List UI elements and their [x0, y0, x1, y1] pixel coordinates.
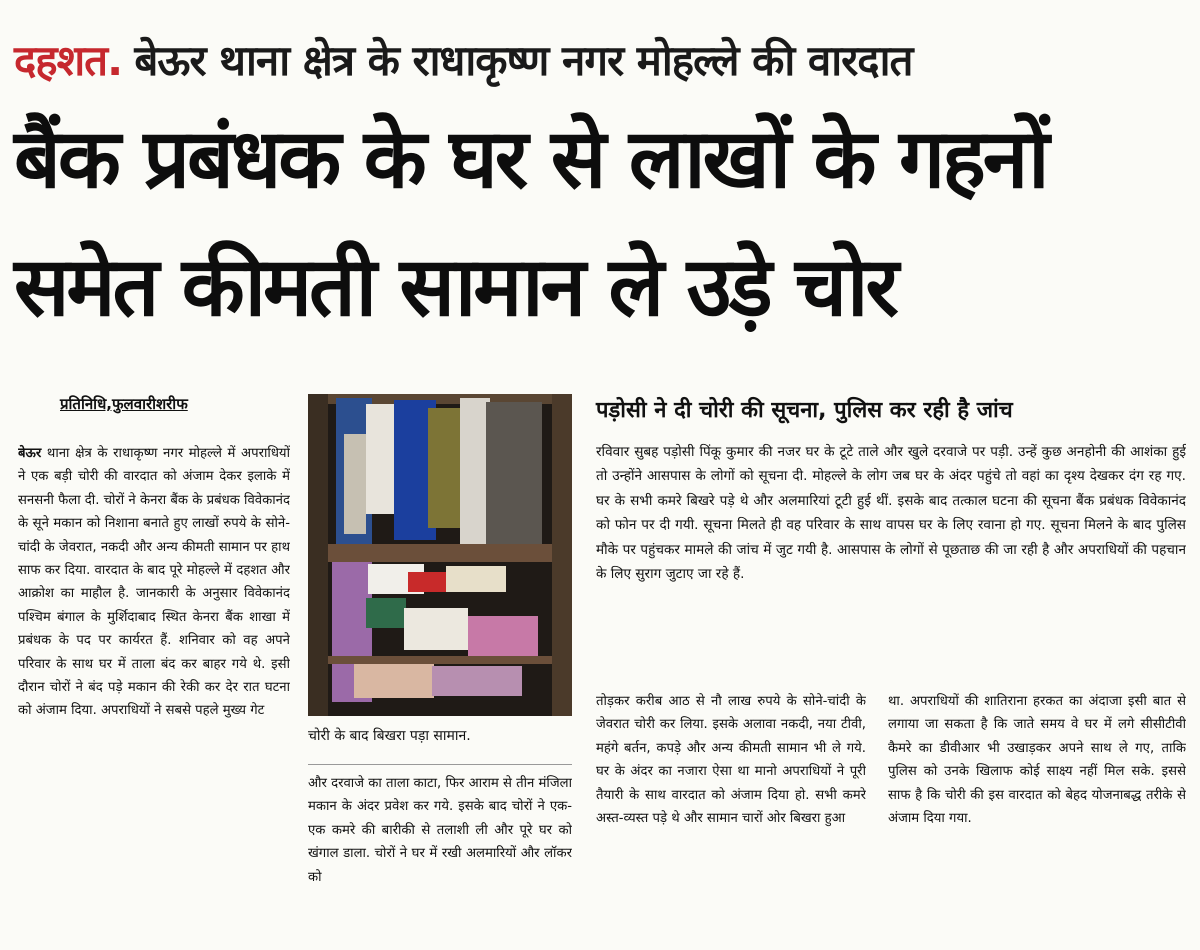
headline-line-2: समेत कीमती सामान ले उड़े चोर: [14, 240, 896, 335]
divider: [308, 764, 572, 765]
lead-word: बेऊर: [18, 446, 42, 461]
column-1-text: थाना क्षेत्र के राधाकृष्ण नगर मोहल्ले में अपराधियों ने एक बड़ी चोरी की वारदात को अंजाम देकर इलाके में सनसनी फैला दी. चोरों ने केनरा बैंक के प्रबंधक विवेकानंद के सूने मकान को निशाना बनाते हुए लाखों रुपये के सोने-चांदी के जेवरात, नकदी और अन्य कीमती सामान पर हाथ साफ कर दिया. वारदात के बाद पूरे मोहल्ले में दहशत और आक्रोश का माहौल है. जानकारी के अनुसार विवेकानंद पश्चिम बंगाल के मुर्शिदाबाद स्थित केनरा बैंक शाखा में प्रबंधक के पद पर कार्यरत हैं. शनिवार को वह अपने परिवार के साथ घर में ताला बंद कर बाहर गये थे. इसी दौरान चोरों ने बंद पड़े मकान की रेकी कर देर रात घटना को अंजाम दिया. अपराधियों ने सबसे पहले मुख्य गेट: [18, 446, 290, 719]
sidebar-subheading: पड़ोसी ने दी चोरी की सूचना, पुलिस कर रही है जांच: [596, 398, 1013, 423]
kicker-text: बेऊर थाना क्षेत्र के राधाकृष्ण नगर मोहल्ले की वारदात: [134, 36, 913, 85]
wardrobe-photo-illustration: [308, 394, 572, 716]
kicker-tag: दहशत.: [14, 36, 123, 85]
article-column-2: और दरवाजे का ताला काटा, फिर आराम से तीन मंजिला मकान के अंदर प्रवेश कर गये. इसके बाद चोरों ने एक-एक कमरे की बारीकी से तलाशी ली और पूरे घर को खंगाल डाला. चोरों ने घर में रखी अलमारियों और लॉकर को: [308, 776, 572, 885]
sidebar-body: रविवार सुबह पड़ोसी पिंकू कुमार की नजर घर के टूटे ताले और खुले दरवाजे पर पड़ी. उन्हें कुछ अनहोनी की आशंका हुई तो उन्होंने आसपास के लोगों को सूचना दी. मोहल्ले के लोग जब घर के अंदर पहुंचे तो वहां का दृश्य देखकर दंग रह गए. घर के सभी कमरे बिखरे पड़े थे और अलमारियां टूटी हुई थीं. इसके बाद तत्काल घटना की सूचना बैंक प्रबंधक विवेकानंद को फोन पर दी गयी. सूचना मिलते ही वह परिवार के साथ वापस घर के लिए रवाना हो गए. सूचना मिलने के बाद पुलिस मौके पर पहुंचकर मामले की जांच में जुट गयी है. आसपास के लोगों से पूछताछ की जा रही है और अपराधियों की पहचान के लिए सुराग जुटाए जा रहे हैं.: [596, 444, 1186, 583]
headline-line-1: बैंक प्रबंधक के घर से लाखों के गहनों: [14, 112, 1047, 207]
article-column-3: तोड़कर करीब आठ से नौ लाख रुपये के सोने-चांदी के जेवरात चोरी कर लिया. इसके अलावा नकदी, नया टीवी, महंगे बर्तन, कपड़े और अन्य कीमती सामान भी ले गये. घर के अंदर का नजारा ऐसा था मानो अपराधियों ने पूरी तैयारी के साथ वारदात को अंजाम दिया हो. सभी कमरे अस्त-व्यस्त पड़े थे और सामान चारों ओर बिखरा हुआ: [596, 694, 866, 827]
news-photo: [308, 394, 572, 716]
kicker: [14, 26, 1186, 96]
article-column-4: था. अपराधियों की शातिराना हरकत का अंदाजा इसी बात से लगाया जा सकता है कि जाते समय वे घर में लगे सीसीटीवी कैमरे का डीवीआर भी उखाड़कर अपने साथ ले गए, ताकि पुलिस को उनके खिलाफ कोई साक्ष्य नहीं मिल सके. इससे साफ है कि चोरी की इस वारदात को बेहद योजनाबद्ध तरीके से अंजाम दिया गया.: [888, 694, 1186, 827]
article-column-1: [18, 442, 290, 938]
photo-caption: चोरी के बाद बिखरा पड़ा सामान.: [308, 728, 471, 744]
byline: प्रतिनिधि,फुलवारीशरीफ: [60, 395, 188, 413]
